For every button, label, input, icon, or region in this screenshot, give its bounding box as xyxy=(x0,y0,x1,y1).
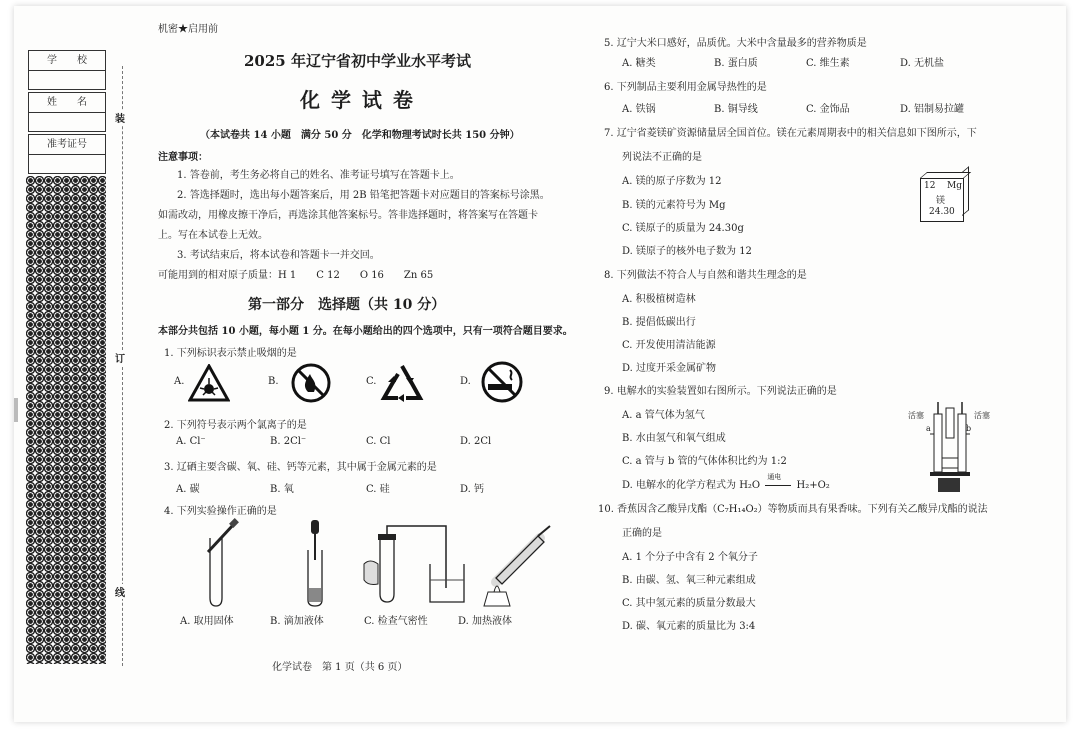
q7-option-b: B. 镁的元素符号为 Mg xyxy=(622,200,726,211)
no-smoking-icon xyxy=(480,360,524,404)
q8-option-c: C. 开发使用清洁能源 xyxy=(622,340,716,351)
q7-option-d: D. 镁原子的核外电子数为 12 xyxy=(622,246,752,257)
q5-option-d: D. 无机盐 xyxy=(900,58,945,69)
q1-option-b: B. xyxy=(268,376,279,387)
q3-option-a: A. 碳 xyxy=(176,484,200,495)
cell-element-name: 镁 xyxy=(936,196,946,206)
q6-stem: 6. 下列制品主要利用金属导热性的是 xyxy=(604,82,767,93)
q2-option-c: C. Cl xyxy=(366,436,391,447)
q6-option-b: B. 铜导线 xyxy=(714,104,758,115)
q1-stem: 1. 下列标识表示禁止吸烟的是 xyxy=(164,348,297,359)
periodic-cell xyxy=(920,178,964,222)
q9-d-arrow xyxy=(765,485,791,486)
q9-d-suffix: H₂+O₂ xyxy=(796,480,830,491)
electrolysis-label-a: a xyxy=(926,424,931,433)
part1-title: 第一部分 选择题（共 10 分） xyxy=(248,297,446,313)
q2-option-b: B. 2Cl⁻ xyxy=(270,436,307,447)
q3-option-b: B. 氧 xyxy=(270,484,294,495)
q1-option-c: C. xyxy=(366,376,377,387)
q10-stem-2: 正确的是 xyxy=(622,528,662,539)
q4-option-c: C. 检查气密性 xyxy=(364,616,428,627)
q9-d-prefix: D. 电解水的化学方程式为 H₂O xyxy=(622,480,761,491)
q9-option-a: A. a 管气体为氢气 xyxy=(622,410,705,421)
binding-line xyxy=(122,66,123,666)
q9-d-condition xyxy=(763,473,793,491)
page-footer: 化学试卷 第 1 页（共 6 页） xyxy=(272,662,408,673)
q10-stem-1: 10. 香蕉因含乙酸异戊酯（C₇H₁₄O₂）等物质而具有果香味。下列有关乙酸异戊酯的说法 xyxy=(598,504,988,515)
q2-option-d: D. 2Cl xyxy=(460,436,492,447)
q9-stem: 9. 电解水的实验装置如右图所示。下列说法正确的是 xyxy=(604,386,837,397)
secret-label: 机密★启用前 xyxy=(158,24,218,35)
cell-symbol: Mg xyxy=(947,181,962,191)
q10-option-d: D. 碳、氧元素的质量比为 3:4 xyxy=(622,621,756,632)
note-1: 1. 答卷前，考生务必将自己的姓名、准考证号填写在答题卡上。 xyxy=(177,170,460,181)
q7-option-c: C. 镁原子的质量为 24.30g xyxy=(622,223,744,234)
recycle-icon xyxy=(380,362,424,404)
q4-option-b: B. 滴加液体 xyxy=(270,616,324,627)
q8-stem: 8. 下列做法不符合人与自然和谐共生理念的是 xyxy=(604,270,807,281)
q10-option-c: C. 其中氢元素的质量分数最大 xyxy=(622,598,756,609)
q5-stem: 5. 辽宁大米口感好，品质优。大米中含量最多的营养物质是 xyxy=(604,38,867,49)
q7-stem-2: 列说法不正确的是 xyxy=(622,152,702,163)
note-2c: 上。写在本试卷上无效。 xyxy=(158,230,268,241)
electrolysis-label-b: b xyxy=(966,424,972,433)
atomic-mass: 可能用到的相对原子质量：H 1 C 12 O 16 Zn 65 xyxy=(158,270,434,281)
airtightness-check-illustration xyxy=(360,524,480,608)
q6-option-d: D. 铝制易拉罐 xyxy=(900,104,965,115)
name-field-label: 姓 名 xyxy=(28,92,106,113)
part1-desc: 本部分共包括 10 小题，每小题 1 分。在每小题给出的四个选项中，只有一项符合题目要求。 xyxy=(158,326,573,337)
q3-option-c: C. 硅 xyxy=(366,484,390,495)
exam-page xyxy=(14,6,1066,722)
heating-liquid-illustration xyxy=(466,522,562,608)
q4-option-d: D. 加热液体 xyxy=(458,616,513,627)
electrolysis-label-stopcock-right: 活塞 xyxy=(974,411,990,420)
q1-option-a: A. xyxy=(174,376,185,387)
solid-sampling-illustration xyxy=(190,518,250,608)
q8-option-a: A. 积极植树造林 xyxy=(622,294,696,305)
scan-mark xyxy=(14,398,18,422)
name-field xyxy=(28,112,106,132)
q3-option-d: D. 钙 xyxy=(460,484,485,495)
q5-option-c: C. 维生素 xyxy=(806,58,850,69)
id-field xyxy=(28,154,106,174)
q2-option-a: A. Cl⁻ xyxy=(176,436,206,447)
q8-option-d: D. 过度开采金属矿物 xyxy=(622,363,717,374)
q7-option-a: A. 镁的原子序数为 12 xyxy=(622,176,722,187)
dropping-liquid-illustration xyxy=(290,518,340,608)
q7-stem-1: 7. 辽宁省菱镁矿资源储量居全国首位。镁在元素周期表中的相关信息如下图所示，下 xyxy=(604,128,977,139)
periodic-cell-top xyxy=(920,172,971,178)
q9-option-b: B. 水由氢气和氧气组成 xyxy=(622,433,726,444)
note-2a: 2. 答选择题时，选出每小题答案后，用 2B 铅笔把答题卡对应题目的答案标号涂黑。 xyxy=(177,190,550,201)
no-fire-icon xyxy=(290,362,332,404)
q9-option-d xyxy=(622,473,830,491)
school-field xyxy=(28,70,106,90)
q4-stem: 4. 下列实验操作正确的是 xyxy=(164,506,277,517)
binding-char-3: 线 xyxy=(115,584,125,599)
q5-option-b: B. 蛋白质 xyxy=(714,58,758,69)
q6-option-c: C. 金饰品 xyxy=(806,104,850,115)
binding-char-1: 装 xyxy=(115,110,125,125)
q9-option-c: C. a 管与 b 管的气体体积比约为 1:2 xyxy=(622,456,787,467)
q4-option-a: A. 取用固体 xyxy=(180,616,234,627)
q6-option-a: A. 铁锅 xyxy=(622,104,656,115)
q1-option-d: D. xyxy=(460,376,471,387)
notes-title: 注意事项： xyxy=(158,152,208,163)
security-pattern xyxy=(26,176,106,664)
q10-option-b: B. 由碳、氢、氧三种元素组成 xyxy=(622,575,756,586)
q2-stem: 2. 下列符号表示两个氯离子的是 xyxy=(164,420,307,431)
electrolysis-apparatus-illustration xyxy=(926,398,974,496)
subject-title: 化 学 试 卷 xyxy=(300,88,415,112)
q5-option-a: A. 糖类 xyxy=(622,58,656,69)
q9-d-condition-label: 通电 xyxy=(767,473,782,481)
electrolysis-label-stopcock-left: 活塞 xyxy=(908,411,924,420)
q10-option-a: A. 1 个分子中含有 2 个氧分子 xyxy=(622,552,758,563)
q3-stem: 3. 辽硒主要含碳、氧、硅、钙等元素，其中属于金属元素的是 xyxy=(164,462,437,473)
q8-option-b: B. 提倡低碳出行 xyxy=(622,317,696,328)
explosive-warning-icon xyxy=(188,364,230,402)
cell-atomic-number: 12 xyxy=(924,181,936,191)
note-2b: 如需改动，用橡皮擦干净后，再选涂其他答案标号。答非选择题时，将答案写在答题卡 xyxy=(158,210,538,221)
school-field-label: 学 校 xyxy=(28,50,106,71)
binding-char-2: 订 xyxy=(115,350,125,365)
cell-atomic-mass: 24.30 xyxy=(929,207,955,217)
exam-info: （本试卷共 14 小题 满分 50 分 化学和物理考试时长共 150 分钟） xyxy=(200,130,520,141)
note-3: 3. 考试结束后，将本试卷和答题卡一并交回。 xyxy=(177,250,380,261)
id-field-label: 准考证号 xyxy=(28,134,106,155)
exam-title: 2025 年辽宁省初中学业水平考试 xyxy=(244,52,471,70)
